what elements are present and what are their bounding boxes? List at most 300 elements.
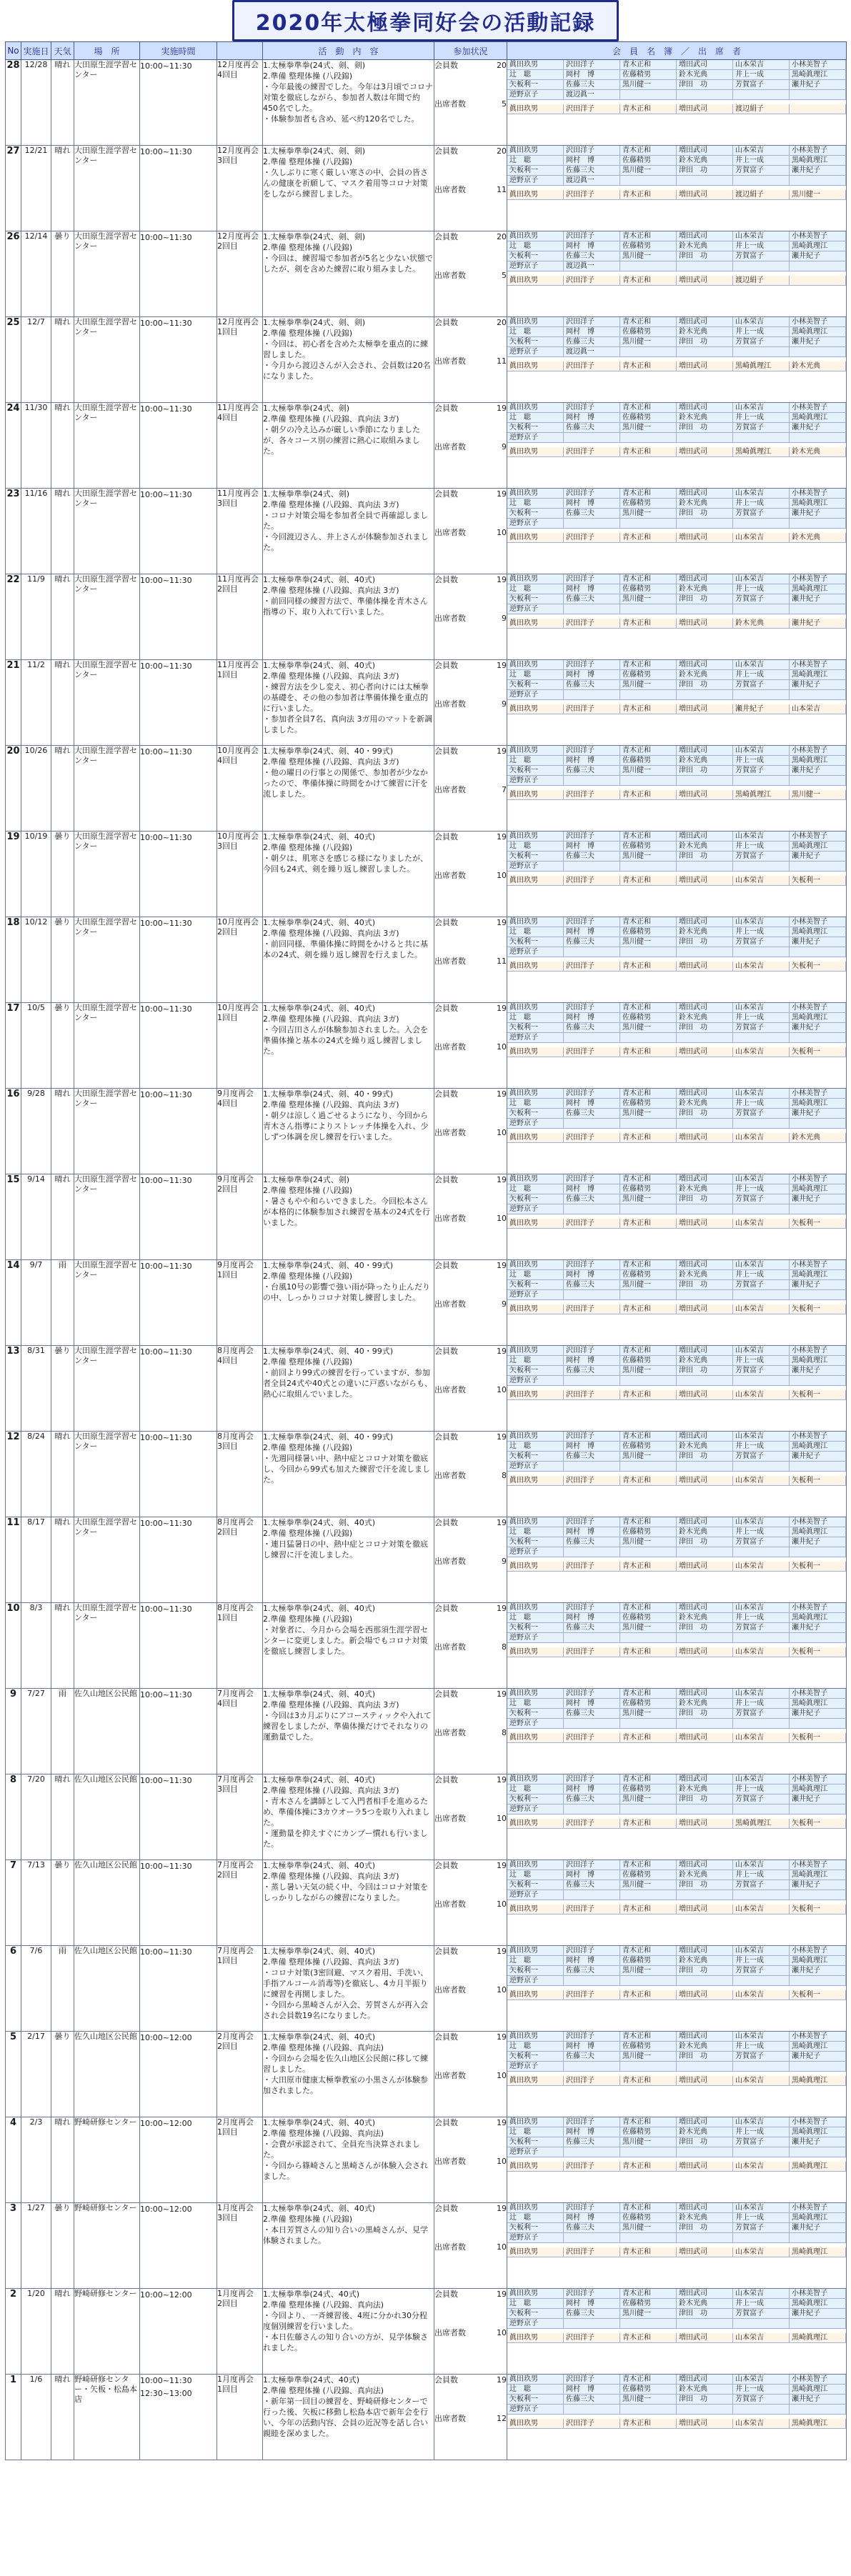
attendees-count-value: 10 bbox=[497, 1042, 507, 1052]
member-name bbox=[790, 1719, 846, 1729]
members-count-row bbox=[434, 1003, 507, 1014]
entry-date: 10/19 bbox=[21, 832, 51, 917]
attendees-count-value: 10 bbox=[497, 2157, 507, 2166]
attendee-name: 山本栄吉 bbox=[733, 1733, 790, 1743]
attendee-name: 山本栄吉 bbox=[733, 962, 790, 972]
attendees-count-value: 8 bbox=[502, 1728, 507, 1737]
attendee-name: 山本栄吉 bbox=[733, 2247, 790, 2257]
entry-time: 10:00~11:30 bbox=[140, 1346, 217, 1432]
member-name: 矢板利一 bbox=[507, 2223, 564, 2233]
entry-time: 10:00~11:30 bbox=[140, 1946, 217, 2032]
members-count-row bbox=[434, 917, 507, 929]
entry-time: 10:00~11:30 bbox=[140, 146, 217, 231]
member-name: 矢板利一 bbox=[507, 251, 564, 261]
member-name: 黒川健一 bbox=[620, 1280, 677, 1290]
col-header-content: 活 動 内 容 bbox=[263, 42, 434, 60]
member-name: 増田武司 bbox=[677, 574, 733, 584]
attendee-name: 沢田洋子 bbox=[564, 1819, 620, 1829]
member-name: 佐藤精男 bbox=[620, 1527, 677, 1537]
entry-date: 1/6 bbox=[21, 2375, 51, 2460]
members-count-row bbox=[434, 317, 507, 329]
member-name bbox=[733, 519, 790, 529]
member-roster bbox=[507, 2203, 846, 2243]
members-count-label: 会員数 bbox=[434, 1861, 458, 1870]
members-count-label: 会員数 bbox=[434, 1518, 458, 1527]
member-name: 佐藤精男 bbox=[620, 70, 677, 80]
member-name: 眞田玖男 bbox=[507, 1774, 564, 1784]
member-name: 芳賀富子 bbox=[733, 337, 790, 347]
member-name: 佐藤精男 bbox=[620, 241, 677, 251]
entry-time: 10:00~11:30 bbox=[140, 1689, 217, 1774]
member-roster bbox=[507, 574, 846, 614]
member-name: 矢板利一 bbox=[507, 1709, 564, 1719]
content-line: ・運動量を抑えすぐにカンプー慣れも行いました。 bbox=[263, 1829, 428, 1849]
attendee-name: 鈴木光典 bbox=[733, 619, 790, 629]
member-name: 黒崎眞理江 bbox=[790, 2127, 846, 2137]
attendee-name: 山本栄吉 bbox=[733, 2162, 790, 2172]
attendee-name: 矢板利一 bbox=[790, 962, 846, 972]
member-name: 沢田洋子 bbox=[564, 746, 620, 756]
member-name: 黒崎眞理江 bbox=[790, 1442, 846, 1452]
member-name bbox=[790, 1890, 846, 1900]
member-name: 青木正和 bbox=[620, 489, 677, 499]
member-name bbox=[620, 2319, 677, 2329]
member-name: 山本栄吉 bbox=[733, 1860, 790, 1870]
members-count-value: 19 bbox=[497, 1861, 507, 1870]
member-name: 芳賀富子 bbox=[733, 1366, 790, 1376]
member-name: 岡村 博 bbox=[564, 241, 620, 251]
members-count-row bbox=[434, 146, 507, 157]
member-name: 瀬井紀子 bbox=[790, 2052, 846, 2062]
entry-content bbox=[263, 1432, 434, 1517]
member-name: 増田武司 bbox=[677, 2117, 733, 2127]
entry-no: 27 bbox=[6, 146, 21, 231]
member-name bbox=[677, 1547, 733, 1557]
member-name: 黒川健一 bbox=[620, 166, 677, 176]
member-name: 津田 功 bbox=[677, 80, 733, 90]
member-name: 佐藤精男 bbox=[620, 584, 677, 594]
member-name: 小林美智子 bbox=[790, 1346, 846, 1356]
members-count-row bbox=[434, 1174, 507, 1186]
members-count-value: 19 bbox=[497, 747, 507, 756]
member-name: 沢田洋子 bbox=[564, 1946, 620, 1956]
member-name: 瀬井紀子 bbox=[790, 2309, 846, 2319]
entry-weather: 晴れ bbox=[51, 1174, 74, 1260]
page-title: 2020年太極拳同好会の活動記録 bbox=[232, 0, 619, 41]
member-roster bbox=[507, 1260, 846, 1300]
member-name: 津田 功 bbox=[677, 2395, 733, 2405]
attendee-list bbox=[507, 1047, 846, 1057]
attendees-count-value: 10 bbox=[497, 871, 507, 880]
entry-date: 7/6 bbox=[21, 1946, 51, 2032]
entry-members bbox=[507, 2289, 847, 2375]
member-name: 小林美智子 bbox=[790, 231, 846, 241]
member-name: 黒崎眞理江 bbox=[790, 1099, 846, 1109]
entry-content bbox=[263, 1089, 434, 1174]
member-name: 瀬井紀子 bbox=[790, 1194, 846, 1204]
member-name: 井上一成 bbox=[733, 1956, 790, 1966]
member-name: 鈴木光典 bbox=[677, 1356, 733, 1366]
table-row bbox=[6, 2032, 847, 2117]
attendees-count-label: 出席者数 bbox=[434, 1385, 466, 1394]
member-name: 芳賀富子 bbox=[733, 1452, 790, 1462]
attendee-name: 増田武司 bbox=[677, 2162, 733, 2172]
member-name: 鈴木光典 bbox=[677, 1784, 733, 1794]
table-row bbox=[6, 660, 847, 746]
content-line: 1.太極拳準拳(24式、剣) bbox=[263, 404, 350, 413]
entry-content bbox=[263, 832, 434, 917]
entry-no: 22 bbox=[6, 574, 21, 660]
attendees-count-value: 5 bbox=[502, 99, 507, 109]
members-count-value: 19 bbox=[497, 1775, 507, 1784]
member-name: 佐藤三夫 bbox=[564, 423, 620, 433]
member-name: 青木正和 bbox=[620, 1517, 677, 1527]
entry-members bbox=[507, 1860, 847, 1946]
content-line: 2.準備 整理体操 (八段錦) bbox=[263, 1614, 353, 1624]
member-name: 芳賀富子 bbox=[733, 680, 790, 690]
entry-members bbox=[507, 832, 847, 917]
member-name: 眞田玖男 bbox=[507, 1432, 564, 1442]
content-line: ・コロナ対策会場を参加者全員で再確認しました。 bbox=[263, 511, 428, 531]
entry-weather: 晴れ bbox=[51, 2289, 74, 2375]
entry-no: 1 bbox=[6, 2375, 21, 2460]
content-line: ・今回から会場を佐久山地区公民館に移して練習しました。 bbox=[263, 2054, 428, 2074]
member-roster bbox=[507, 1689, 846, 1729]
member-name: 佐藤精男 bbox=[620, 327, 677, 337]
content-line: ・本日佐藤さんの知り合いの方が、見学体験されました。 bbox=[263, 2332, 428, 2352]
member-name: 矢板利一 bbox=[507, 1023, 564, 1033]
member-name bbox=[620, 690, 677, 700]
entry-time: 10:00~11:30 bbox=[140, 1260, 217, 1346]
members-count-row bbox=[434, 2117, 507, 2129]
member-name: 鈴木光典 bbox=[677, 241, 733, 251]
col-header-date: 実施日 bbox=[21, 42, 51, 60]
member-name bbox=[733, 176, 790, 186]
attendee-name: 山本栄吉 bbox=[733, 1047, 790, 1057]
member-name: 逆野京子 bbox=[507, 1462, 564, 1472]
content-line: ・久しぶりに寒く厳しい寒さの中、会員の皆さんの健康を祈願して、マスク着用等コロナ対策をしながら練習しました。 bbox=[263, 168, 428, 199]
member-name: 芳賀富子 bbox=[733, 1623, 790, 1633]
entry-session: 10月度再会 3回目 bbox=[217, 832, 263, 917]
member-roster bbox=[507, 1432, 846, 1472]
content-line: 1.太極拳準拳(24式、剣、40・99式) bbox=[263, 1089, 394, 1099]
content-line: 1.太極拳準拳(24式、剣) bbox=[263, 489, 350, 499]
attendee-name: 沢田洋子 bbox=[564, 2333, 620, 2343]
attendees-count-label: 出席者数 bbox=[434, 871, 466, 880]
member-name: 沢田洋子 bbox=[564, 1603, 620, 1613]
attendees-count-row bbox=[434, 2156, 507, 2167]
attendee-list bbox=[507, 619, 846, 629]
attendee-list bbox=[507, 1904, 846, 1914]
member-name: 小林美智子 bbox=[790, 403, 846, 413]
member-name: 佐藤精男 bbox=[620, 1184, 677, 1194]
member-name: 沢田洋子 bbox=[564, 1689, 620, 1699]
entry-place: 大田原生涯学習センター bbox=[74, 1260, 140, 1346]
member-name bbox=[620, 2233, 677, 2243]
table-row bbox=[6, 832, 847, 917]
entry-date: 1/20 bbox=[21, 2289, 51, 2375]
member-name: 芳賀富子 bbox=[733, 937, 790, 947]
entry-weather: 晴れ bbox=[51, 2117, 74, 2203]
member-name: 佐藤精男 bbox=[620, 756, 677, 766]
entry-participation bbox=[434, 1774, 507, 1860]
entry-participation bbox=[434, 1517, 507, 1603]
attendee-name: 眞田玖男 bbox=[507, 876, 564, 886]
member-name: 増田武司 bbox=[677, 2032, 733, 2042]
member-name: 芳賀富子 bbox=[733, 1194, 790, 1204]
attendee-name: 山本栄吉 bbox=[733, 1904, 790, 1914]
member-name: 青木正和 bbox=[620, 231, 677, 241]
attendee-list bbox=[507, 2419, 846, 2429]
attendee-name: 鈴木光典 bbox=[790, 447, 846, 457]
member-name: 津田 功 bbox=[677, 766, 733, 776]
table-row bbox=[6, 489, 847, 574]
member-name bbox=[733, 690, 790, 700]
member-name: 逆野京子 bbox=[507, 261, 564, 271]
attendee-name: 増田武司 bbox=[677, 2419, 733, 2429]
entry-participation bbox=[434, 574, 507, 660]
member-name: 逆野京子 bbox=[507, 1804, 564, 1814]
member-name: 小林美智子 bbox=[790, 1260, 846, 1270]
entry-members bbox=[507, 660, 847, 746]
member-roster bbox=[507, 403, 846, 443]
member-name bbox=[620, 1033, 677, 1043]
member-name: 芳賀富子 bbox=[733, 80, 790, 90]
member-name: 眞田玖男 bbox=[507, 1517, 564, 1527]
member-name bbox=[564, 1804, 620, 1814]
member-name: 小林美智子 bbox=[790, 1603, 846, 1613]
member-name: 黒崎眞理江 bbox=[790, 2042, 846, 2052]
member-name: 青木正和 bbox=[620, 317, 677, 327]
attendee-name: 沢田洋子 bbox=[564, 962, 620, 972]
content-line: ・今回は、練習場で参加者が5名と少ない状態でしたが、剣を含めた練習に取り組みました。 bbox=[263, 254, 433, 274]
member-name: 小林美智子 bbox=[790, 317, 846, 327]
member-name: 鈴木光典 bbox=[677, 156, 733, 166]
member-name bbox=[790, 690, 846, 700]
member-name: 逆野京子 bbox=[507, 1633, 564, 1643]
member-name: 増田武司 bbox=[677, 1432, 733, 1442]
log-body bbox=[6, 60, 847, 2460]
member-name: 逆野京子 bbox=[507, 604, 564, 614]
member-name: 岡村 博 bbox=[564, 1013, 620, 1023]
attendee-name: 青木正和 bbox=[620, 1904, 677, 1914]
members-count-label: 会員数 bbox=[434, 1432, 458, 1442]
member-name bbox=[564, 519, 620, 529]
entry-time: 10:00~11:30 bbox=[140, 1517, 217, 1603]
attendee-name: 青木正和 bbox=[620, 1390, 677, 1400]
member-name: 瀬井紀子 bbox=[790, 423, 846, 433]
table-row bbox=[6, 1774, 847, 1860]
member-name: 岡村 博 bbox=[564, 1870, 620, 1880]
member-name bbox=[564, 1290, 620, 1300]
entry-participation bbox=[434, 1174, 507, 1260]
entry-date: 9/7 bbox=[21, 1260, 51, 1346]
members-count-label: 会員数 bbox=[434, 2204, 458, 2213]
entry-time: 10:00~11:30 bbox=[140, 1774, 217, 1860]
member-name: 矢板利一 bbox=[507, 2395, 564, 2405]
member-name: 岡村 博 bbox=[564, 1356, 620, 1366]
content-line: ・今回は3カ月ぶりにアコースティックや入れて練習をしましたが、準備体操だけでそれなりの運動量でした。 bbox=[263, 1711, 432, 1742]
member-name: 鈴木光典 bbox=[677, 1442, 733, 1452]
entry-place: 野崎研修センター bbox=[74, 2289, 140, 2375]
attendee-list bbox=[507, 704, 846, 714]
member-name: 芳賀富子 bbox=[733, 594, 790, 604]
members-count-value: 19 bbox=[497, 1004, 507, 1013]
member-name: 佐藤三夫 bbox=[564, 2223, 620, 2233]
entry-date: 12/14 bbox=[21, 231, 51, 317]
member-name: 逆野京子 bbox=[507, 1290, 564, 1300]
member-name: 黒川健一 bbox=[620, 680, 677, 690]
entry-weather: 曇り bbox=[51, 1860, 74, 1946]
member-name: 芳賀富子 bbox=[733, 2223, 790, 2233]
entry-content bbox=[263, 2203, 434, 2289]
members-count-row bbox=[434, 1346, 507, 1357]
member-name bbox=[733, 433, 790, 443]
member-name bbox=[564, 690, 620, 700]
members-count-row bbox=[434, 2203, 507, 2215]
member-name bbox=[733, 2405, 790, 2415]
member-name: 黒川健一 bbox=[620, 80, 677, 90]
entry-weather: 曇り bbox=[51, 832, 74, 917]
member-name: 瀬井紀子 bbox=[790, 1537, 846, 1547]
entry-no: 15 bbox=[6, 1174, 21, 1260]
member-name bbox=[564, 1119, 620, 1129]
entry-content bbox=[263, 1689, 434, 1774]
entry-session: 1月度再会 3回目 bbox=[217, 2203, 263, 2289]
member-name: 鈴木光典 bbox=[677, 2127, 733, 2137]
attendees-count-label: 出席者数 bbox=[434, 271, 466, 280]
content-line: 1.太極拳準拳(24式、剣、剣) bbox=[263, 232, 366, 241]
attendee-name: 眞田玖男 bbox=[507, 1304, 564, 1314]
attendee-name: 瀬井紀子 bbox=[790, 619, 846, 629]
member-name: 津田 功 bbox=[677, 937, 733, 947]
attendee-name: 山本栄吉 bbox=[733, 2419, 790, 2429]
entry-participation bbox=[434, 2203, 507, 2289]
attendees-count-value: 10 bbox=[497, 1385, 507, 1394]
entry-content bbox=[263, 1517, 434, 1603]
member-name: 眞田玖男 bbox=[507, 1174, 564, 1184]
entry-time: 10:00~11:30 bbox=[140, 60, 217, 146]
entry-no: 9 bbox=[6, 1689, 21, 1774]
content-line: ・今年最後の練習でした。今年は3月頃でコロナ対策を徹底しながら、参加者人数は年間で約450名でした。 bbox=[263, 82, 433, 113]
attendee-name: 増田武司 bbox=[677, 276, 733, 286]
member-name: 矢板利一 bbox=[507, 1794, 564, 1804]
content-line: 2.準備 整理体操 (八段錦、真向法 3ガ) bbox=[263, 1957, 399, 1967]
member-name: 山本栄吉 bbox=[733, 1003, 790, 1013]
members-count-label: 会員数 bbox=[434, 1947, 458, 1956]
member-name: 佐藤精男 bbox=[620, 1613, 677, 1623]
member-name: 瀬井紀子 bbox=[790, 1880, 846, 1890]
member-name: 矢板利一 bbox=[507, 680, 564, 690]
member-name: 青木正和 bbox=[620, 2375, 677, 2385]
entry-participation bbox=[434, 1946, 507, 2032]
member-name: 増田武司 bbox=[677, 1174, 733, 1184]
members-count-value: 19 bbox=[497, 2032, 507, 2042]
content-line: 1.太極拳準拳(24式、剣、剣) bbox=[263, 318, 366, 327]
members-count-row bbox=[434, 1946, 507, 1957]
member-name: 黒川健一 bbox=[620, 423, 677, 433]
content-line: 1.太極拳準拳(24式、剣、40・99式) bbox=[263, 1261, 394, 1270]
attendee-name: 青木正和 bbox=[620, 2333, 677, 2343]
member-name: 津田 功 bbox=[677, 1452, 733, 1462]
entry-participation bbox=[434, 317, 507, 403]
member-name: 眞田玖男 bbox=[507, 746, 564, 756]
content-line: ・先週同様暑い中、熱中症とコロナ対策を徹底し、今回から99式も加えた練習で汗を流しました。 bbox=[263, 1454, 430, 1484]
member-name: 津田 功 bbox=[677, 680, 733, 690]
attendee-list bbox=[507, 2162, 846, 2172]
attendee-name: 増田武司 bbox=[677, 190, 733, 200]
entry-participation bbox=[434, 146, 507, 231]
member-name: 井上一成 bbox=[733, 2299, 790, 2309]
content-line: 1.太極拳準拳(24式、剣、40式) bbox=[263, 1604, 376, 1613]
content-line: 2.準備 整理体操 (八段錦) bbox=[263, 1529, 353, 1538]
member-name bbox=[620, 1376, 677, 1386]
member-name: 小林美智子 bbox=[790, 1432, 846, 1442]
attendees-count-label: 出席者数 bbox=[434, 1128, 466, 1137]
entry-content bbox=[263, 1003, 434, 1089]
member-name: 辻 聡 bbox=[507, 1013, 564, 1023]
member-name bbox=[620, 519, 677, 529]
member-name bbox=[733, 862, 790, 872]
members-count-value: 19 bbox=[497, 1347, 507, 1356]
attendee-name: 青木正和 bbox=[620, 2076, 677, 2086]
content-line: 2.準備 整理体操 (八段錦、真向法 3ガ) bbox=[263, 1100, 399, 1109]
member-name bbox=[564, 1462, 620, 1472]
member-name: 沢田洋子 bbox=[564, 2203, 620, 2213]
attendee-list bbox=[507, 361, 846, 371]
entry-participation bbox=[434, 489, 507, 574]
content-line: 1.太極拳準拳(24式、剣、40式) bbox=[263, 575, 376, 584]
member-name: 山本栄吉 bbox=[733, 403, 790, 413]
members-count-row bbox=[434, 403, 507, 414]
entry-no: 10 bbox=[6, 1603, 21, 1689]
member-name: 井上一成 bbox=[733, 1184, 790, 1194]
member-name: 井上一成 bbox=[733, 1527, 790, 1537]
member-name bbox=[564, 1547, 620, 1557]
attendee-list bbox=[507, 1133, 846, 1143]
member-name: 青木正和 bbox=[620, 146, 677, 156]
members-count-value: 19 bbox=[497, 575, 507, 584]
members-count-value: 19 bbox=[497, 661, 507, 670]
attendee-name: 沢田洋子 bbox=[564, 533, 620, 543]
content-line: 1.太極拳準拳(24式、剣、40・99式) bbox=[263, 1432, 394, 1442]
member-name: 矢板利一 bbox=[507, 1280, 564, 1290]
member-name bbox=[733, 2062, 790, 2072]
member-name: 沢田洋子 bbox=[564, 660, 620, 670]
member-name: 増田武司 bbox=[677, 1603, 733, 1613]
entry-no: 19 bbox=[6, 832, 21, 917]
attendees-count-label: 出席者数 bbox=[434, 2414, 466, 2423]
entry-content bbox=[263, 2289, 434, 2375]
entry-place: 大田原生涯学習センター bbox=[74, 574, 140, 660]
table-row bbox=[6, 1603, 847, 1689]
member-name bbox=[564, 776, 620, 786]
entry-weather: 曇り bbox=[51, 1003, 74, 1089]
table-row bbox=[6, 2203, 847, 2289]
entry-session: 8月度再会 4回目 bbox=[217, 1346, 263, 1432]
attendee-name: 増田武司 bbox=[677, 1647, 733, 1657]
member-name bbox=[677, 1033, 733, 1043]
member-name: 黒川健一 bbox=[620, 1109, 677, 1119]
member-name: 増田武司 bbox=[677, 60, 733, 70]
member-name: 瀬井紀子 bbox=[790, 2395, 846, 2405]
attendee-name: 黒崎眞理江 bbox=[733, 1819, 790, 1829]
attendee-name: 眞田玖男 bbox=[507, 104, 564, 114]
content-line: ・朝夕は涼しく過ごせるようになり、今回から青木さん指導によりストレッチ体操を入れ、少しずつ体調を戻し練習を行いました。 bbox=[263, 1111, 429, 1142]
member-name: 黒川健一 bbox=[620, 1023, 677, 1033]
member-name bbox=[790, 1119, 846, 1129]
member-name bbox=[620, 433, 677, 443]
